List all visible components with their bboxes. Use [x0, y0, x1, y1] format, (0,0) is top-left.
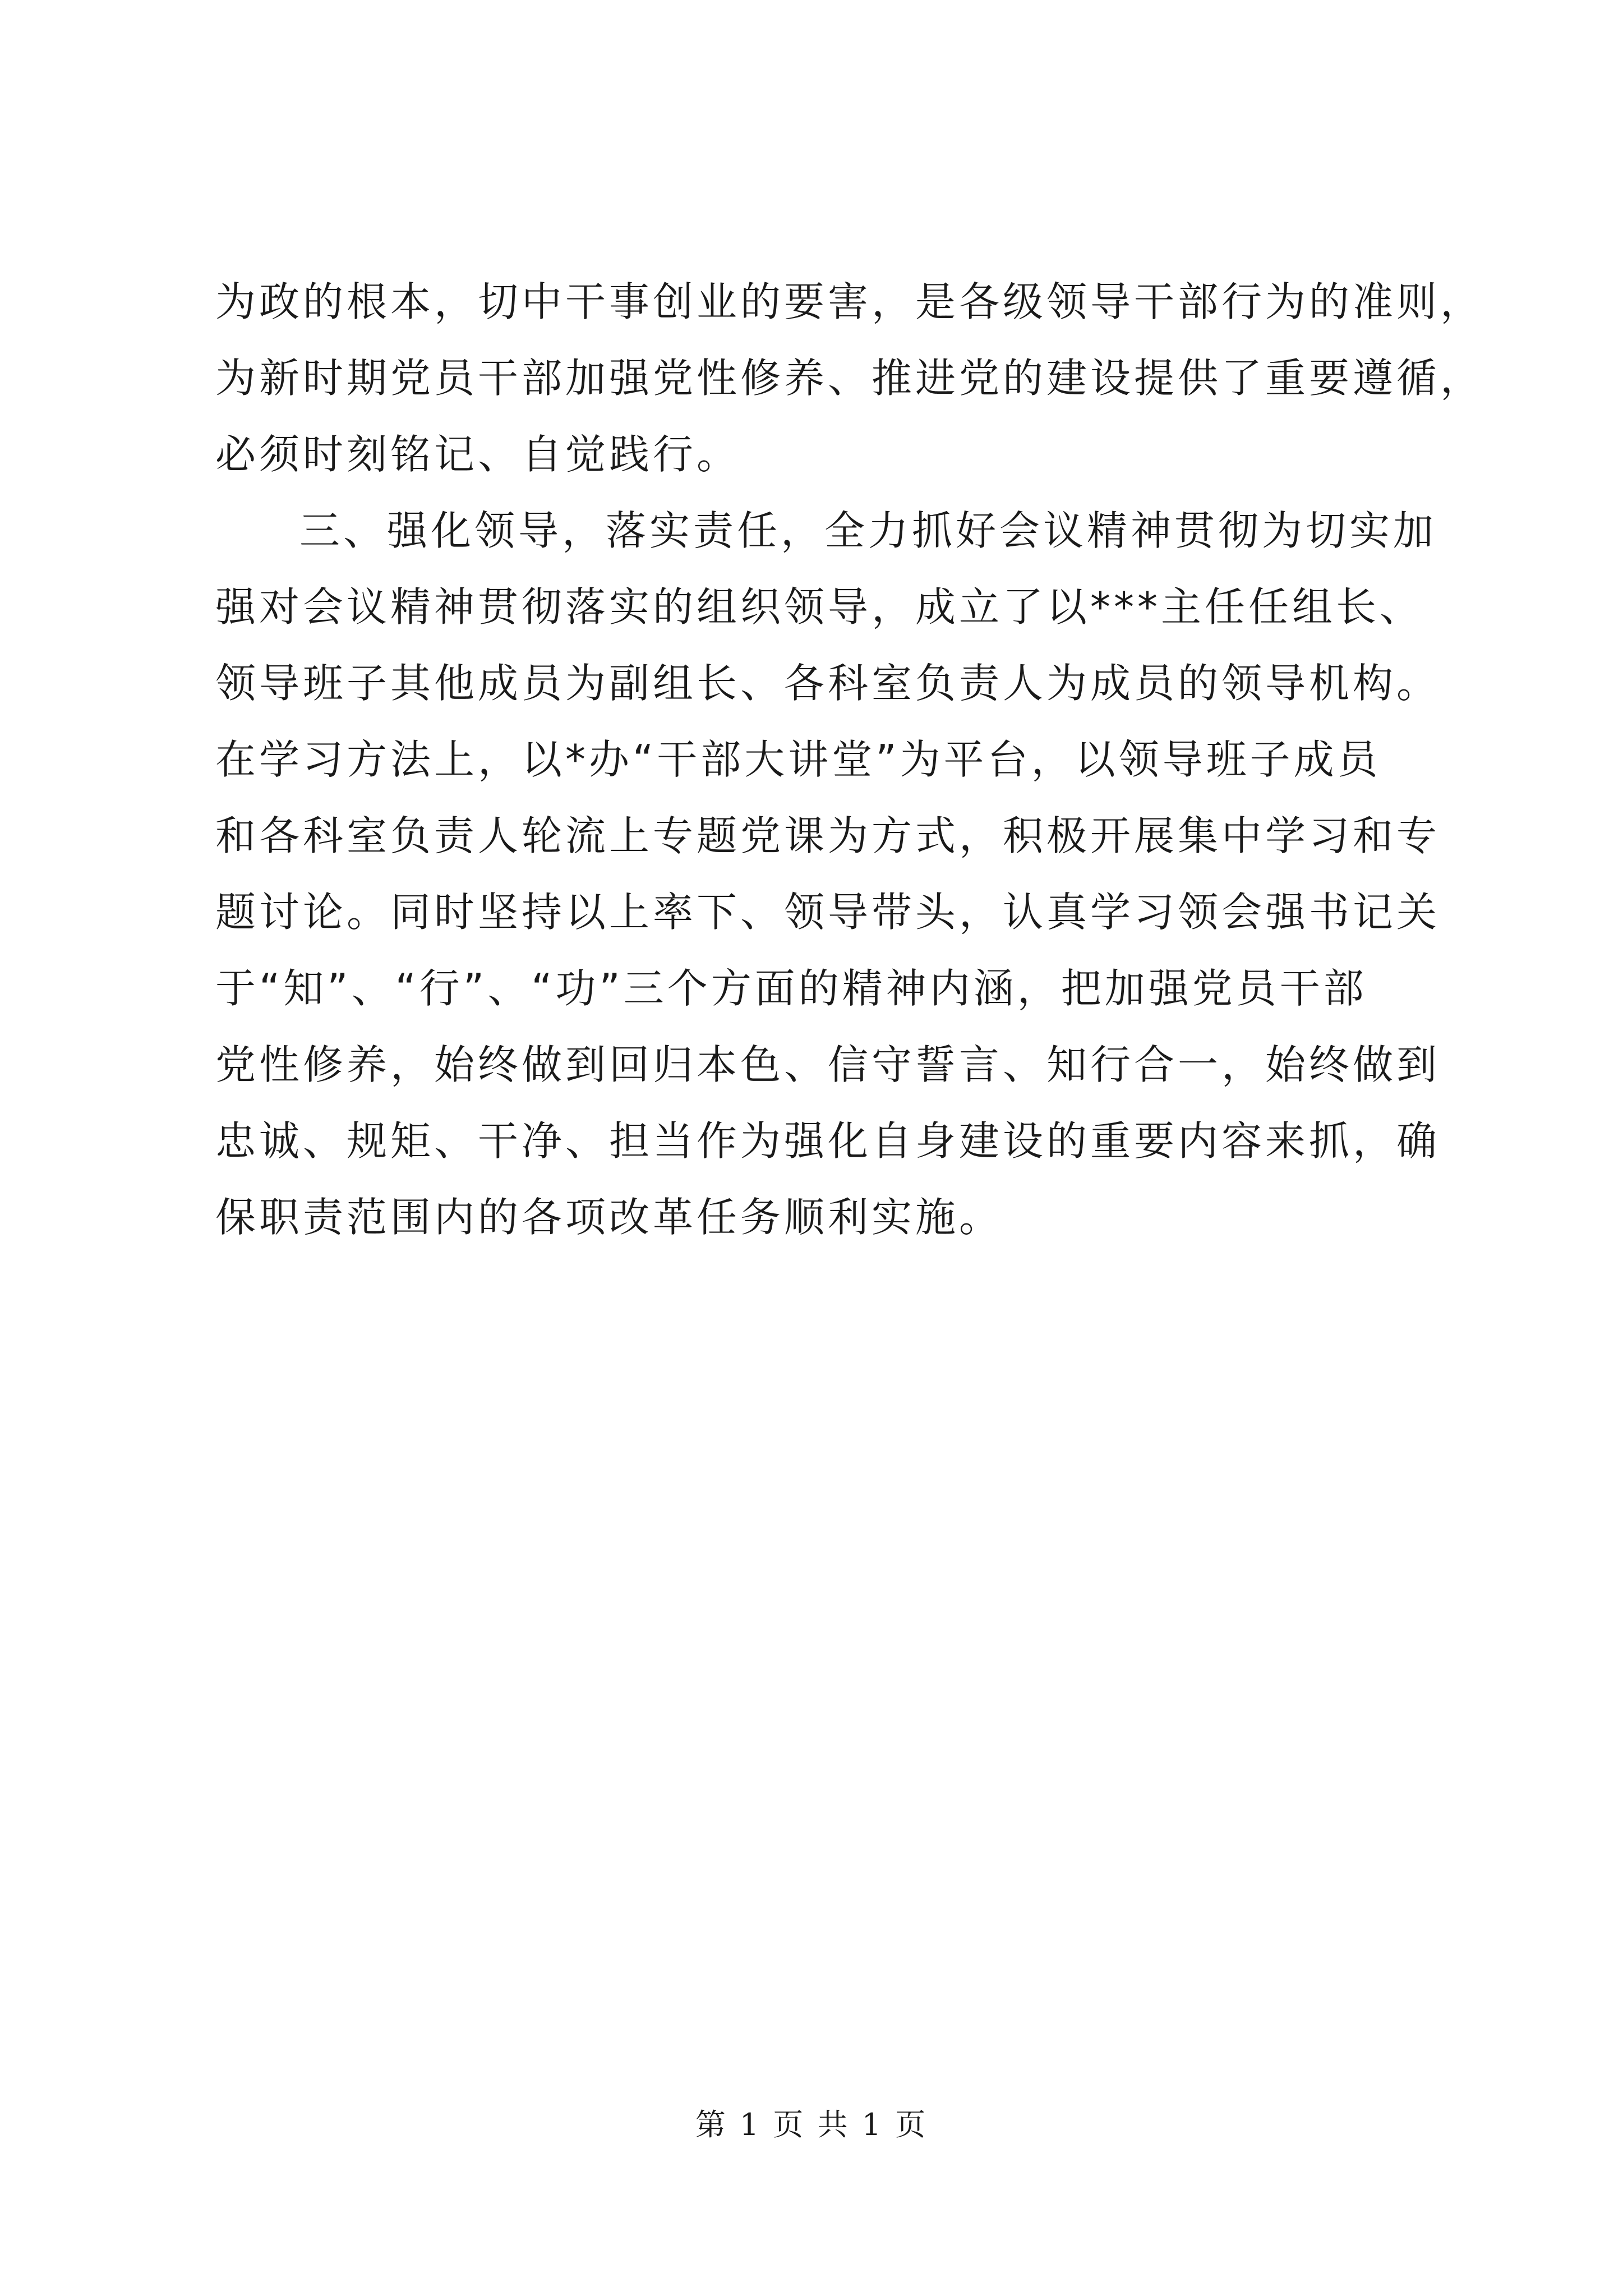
- text-line: 三、强化领导，落实责任，全力抓好会议精神贯彻为切实加: [299, 507, 1437, 554]
- text-line: 保职责范围内的各项改革任务顺利实施。: [215, 1194, 1003, 1241]
- paragraph-continued: [215, 264, 1505, 493]
- text-line: 领导班子其他成员为副组长、各科室负责人为成员的领导机构。: [215, 660, 1441, 707]
- text-line: 强对会议精神贯彻落实的组织领导，成立了以***主任任组长、: [215, 583, 1424, 631]
- text-line: 在学习方法上，以*办“干部大讲堂”为平台，以领导班子成员: [215, 736, 1381, 783]
- text-line: 必须时刻铭记、自觉践行。: [215, 431, 741, 478]
- text-line: 忠诚、规矩、干净、担当作为强化自身建设的重要内容来抓，确: [215, 1117, 1441, 1165]
- page-number-footer: 第 1 页 共 1 页: [695, 2107, 928, 2142]
- text-line: 题讨论。同时坚持以上率下、领导带头，认真学习领会强书记关: [215, 889, 1441, 936]
- paragraph-section-three: [215, 493, 1505, 1255]
- document-body: [215, 264, 1505, 1255]
- text-line: 于“知”、“行”、“功”三个方面的精神内涵，把加强党员干部: [215, 965, 1367, 1012]
- text-line: 为新时期党员干部加强党性修养、推进党的建设提供了重要遵循，: [215, 355, 1484, 402]
- text-line: 和各科室负责人轮流上专题党课为方式，积极开展集中学习和专: [215, 812, 1441, 859]
- text-line: 为政的根本，切中干事创业的要害，是各级领导干部行为的准则，: [215, 278, 1484, 325]
- text-line: 党性修养，始终做到回归本色、信守誓言、知行合一，始终做到: [215, 1041, 1441, 1088]
